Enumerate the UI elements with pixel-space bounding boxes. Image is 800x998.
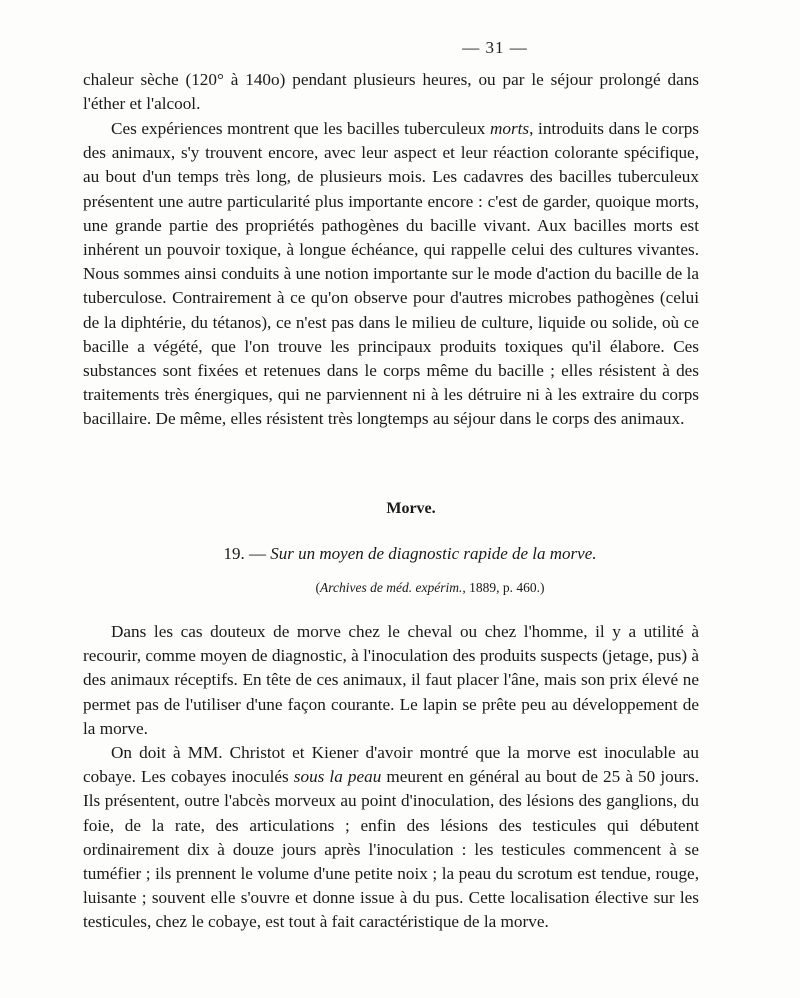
paragraph-2-after: , introduits dans le corps des animaux, s'y trouvent encore, avec leur aspect et leur réaction colorante spécifique, au bout d'un temps très long, de plusieurs mois. Les cadavres des bacilles tuberculeux présentent une autre particularité plus importante encore : c'est de garder, quoique morts, une grande partie des propriétés pathogènes du bacille vivant. Aux bacilles morts est inhérent un pouvoir toxique, à longue échéance, qui rappelle celui des cultures vivantes. Nous sommes ainsi conduits à une notion importante sur le mode d'action du bacille de la tuberculose. Contrairement à ce qu'on observe pour d'autres microbes pathogènes (celui de la diphtérie, du tétanos), ce n'est pas dans le milieu de culture, liquide ou solide, où ce bacille a végété, que l'on trouve les principaux produits toxiques qu'il élabore. Ces substances sont fixées et retenues dans le corps même du bacille ; elles résistent à des traitements très énergiques, qui ne parviennent ni à les détruire ni à les extraire du corps bacillaire. De même, elles résistent très longtemps au séjour dans le corps des animaux. <box>83 119 699 429</box>
article-source-rest: , 1889, p. 460.) <box>462 580 545 595</box>
page-number: — 31 — <box>462 38 528 57</box>
paragraph-4-after: meurent en général au bout de 25 à 50 jours. Ils présentent, outre l'abcès morveux au point d'inoculation, des lésions des ganglions, du foie, de la rate, des articulations ; enfin des lésions des testicules qui débutent ordinairement dix à douze jours après l'inoculation : les testicules commencent à se tuméfier ; ils prennent le volume d'une petite noix ; la peau du scrotum est tendue, rouge, luisante ; souvent elle s'ouvre et donne issue à du pus. Cette localisation élective sur les testicules, chez le cobaye, est tout à fait caractéristique de la morve. <box>83 767 699 932</box>
article-title-text: Sur un moyen de diagnostic rapide de la morve. <box>270 544 597 563</box>
paragraph-cobaye <box>83 741 699 935</box>
article-source <box>0 580 800 596</box>
paragraph-tuberculosis <box>83 117 699 432</box>
paragraph-2-text <box>83 117 699 432</box>
article-source-journal: Archives de méd. expérim. <box>320 580 463 595</box>
paragraph-4-before: On doit à MM. Christot et Kiener d'avoir montré que la morve est inoculable au cobaye. Les cobayes inoculés <box>83 743 699 787</box>
section-heading: Morve. <box>386 500 436 517</box>
paragraph-3-text: Dans les cas douteux de morve chez le cheval ou chez l'homme, il y a utilité à recourir, comme moyen de diagnostic, à l'inoculation des produits suspects (jetage, pus) à des animaux réceptifs. En tête de ces animaux, il faut placer l'âne, mais son prix élevé ne permet pas de l'utiliser d'une façon courante. Le lapin se prête peu au développement de la morve. <box>83 622 699 738</box>
paragraph-2-italic: morts <box>489 119 530 138</box>
paragraph-1-text: chaleur sèche (120° à 140o) pendant plusieurs heures, ou par le séjour prolongé dans l'éther et l'alcool. <box>83 70 699 114</box>
article-title <box>0 544 800 564</box>
paragraph-2-before: Ces expériences montrent que les bacilles tuberculeux <box>111 119 490 138</box>
paragraph-diagnosis <box>83 620 699 741</box>
article-source-open: ( <box>315 580 321 595</box>
article-number: 19. — <box>223 544 266 563</box>
paragraph-4-text <box>83 741 699 935</box>
paragraph-4-italic: sous la peau <box>293 767 382 787</box>
paragraph-continuation <box>83 68 699 116</box>
